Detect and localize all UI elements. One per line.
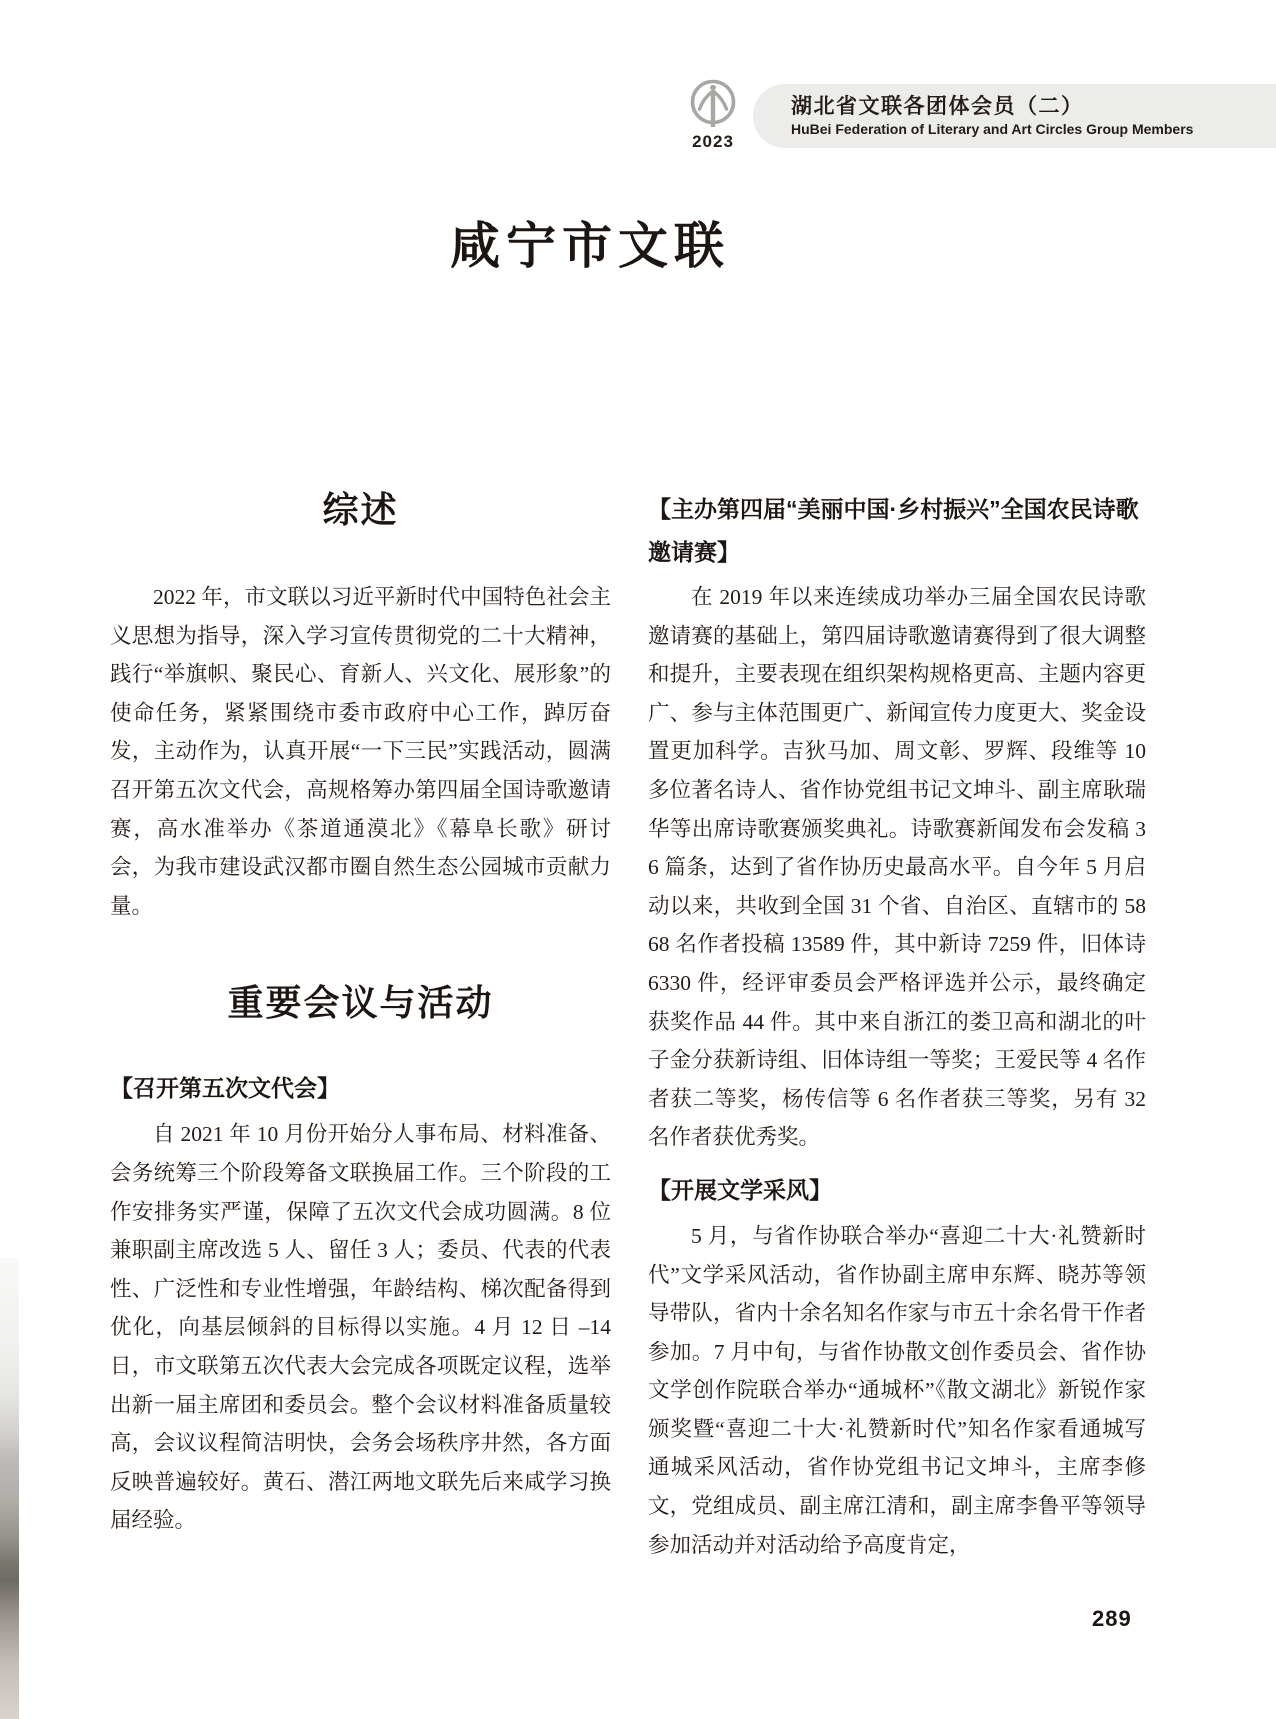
right-column bbox=[648, 488, 1146, 1564]
logo-block bbox=[682, 78, 744, 152]
header-title-en: HuBei Federation of Literary and Art Circles Group Members bbox=[791, 121, 1194, 138]
page-title: 咸宁市文联 bbox=[450, 218, 730, 274]
federation-emblem-icon bbox=[690, 78, 736, 130]
overview-paragraph: 2022 年，市文联以习近平新时代中国特色社会主义思想为指导，深入学习宣传贯彻党的二十大精神，践行“举旗帜、聚民心、育新人、兴文化、展形象”的使命任务，紧紧围绕市委市政府中心工作，踔厉奋发，主动作为，认真开展“一下三民”实践活动，圆满召开第五次文代会，高规格筹办第四届全国诗歌邀请赛，高水准举办《茶道通漠北》《幕阜长歌》研讨会，为我市建设武汉都市圈自然生态公园城市贡献力量。 bbox=[110, 585, 611, 918]
fieldwork-subheading: 【开展文学采风】 bbox=[648, 1176, 832, 1203]
page-number: 289 bbox=[1092, 1606, 1132, 1631]
logo-year: 2023 bbox=[692, 132, 734, 151]
poetry-contest-subheading: 【主办第四届“美丽中国·乡村振兴”全国农民诗歌邀请赛】 bbox=[648, 496, 1139, 565]
congress-paragraph: 自 2021 年 10 月份开始分人事布局、材料准备、会务统筹三个阶段筹备文联换届工作。三个阶段的工作安排务实严谨，保障了五次文代会成功圆满。8 位兼职副主席改选 5 人、留任 3 人；委员、代表的代表性、广泛性和专业性增强，年龄结构、梯次配备得到优化，向基层倾斜的目标得以实施。4 月 12 日 –14 日，市文联第五次代表大会完成各项既定议程，选举出新一届主席团和委员会。整个会议材料准备质量较高，会议议程简洁明快，会务会场秩序井然，各方面反映普遍较好。黄石、潜江两地文联先后来咸学习换届经验。 bbox=[110, 1122, 611, 1533]
fieldwork-paragraph: 5 月，与省作协联合举办“喜迎二十大·礼赞新时代”文学采风活动，省作协副主席申东辉、晓苏等领导带队，省内十余名知名作家与市五十余名骨干作者参加。7 月中旬，与省作协散文创作委员会、省作协文学创作院联合举办“通城杯”《散文湖北》新锐作家颁奖暨“喜迎二十大·礼赞新时代”知名作家看通城写通城采风活动，省作协党组书记文坤斗，主席李修文，党组成员、副主席江清和，副主席李鲁平等领导参加活动并对活动给予高度肯定， bbox=[648, 1223, 1146, 1557]
left-column bbox=[110, 488, 611, 1540]
poetry-contest-paragraph: 在 2019 年以来连续成功举办三届全国农民诗歌邀请赛的基础上，第四届诗歌邀请赛得到了很大调整和提升，主要表现在组织架构规格更高、主题内容更广、参与主体范围更广、新闻宣传力度更大、奖金设置更加科学。吉狄马加、周文彰、罗辉、段维等 10 多位著名诗人、省作协党组书记文坤斗、副主席耿瑞华等出席诗歌赛颁奖典礼。诗歌赛新闻发布会发稿 36 篇条，达到了省作协历史最高水平。自今年 5 月启动以来，共收到全国 31 个省、自治区、直辖市的 5868 名作者投稿 13589 件，其中新诗 7259 件，旧体诗 6330 件，经评审委员会严格评选并公示，最终确定获奖作品 44 件。其中来自浙江的娄卫高和湖北的叶子金分获新诗组、旧体诗组一等奖；王爱民等 4 名作者获二等奖，杨传信等 6 名作者获三等奖，另有 32 名作者获优秀奖。 bbox=[648, 585, 1146, 1150]
edge-photo-bleed bbox=[0, 1258, 19, 1719]
header-banner bbox=[753, 84, 1276, 148]
congress-subheading: 【召开第五次文代会】 bbox=[110, 1075, 340, 1102]
header-title-cn: 湖北省文联各团体会员（二） bbox=[791, 94, 1084, 118]
meetings-heading: 重要会议与活动 bbox=[227, 982, 494, 1024]
overview-heading: 综述 bbox=[322, 489, 399, 530]
